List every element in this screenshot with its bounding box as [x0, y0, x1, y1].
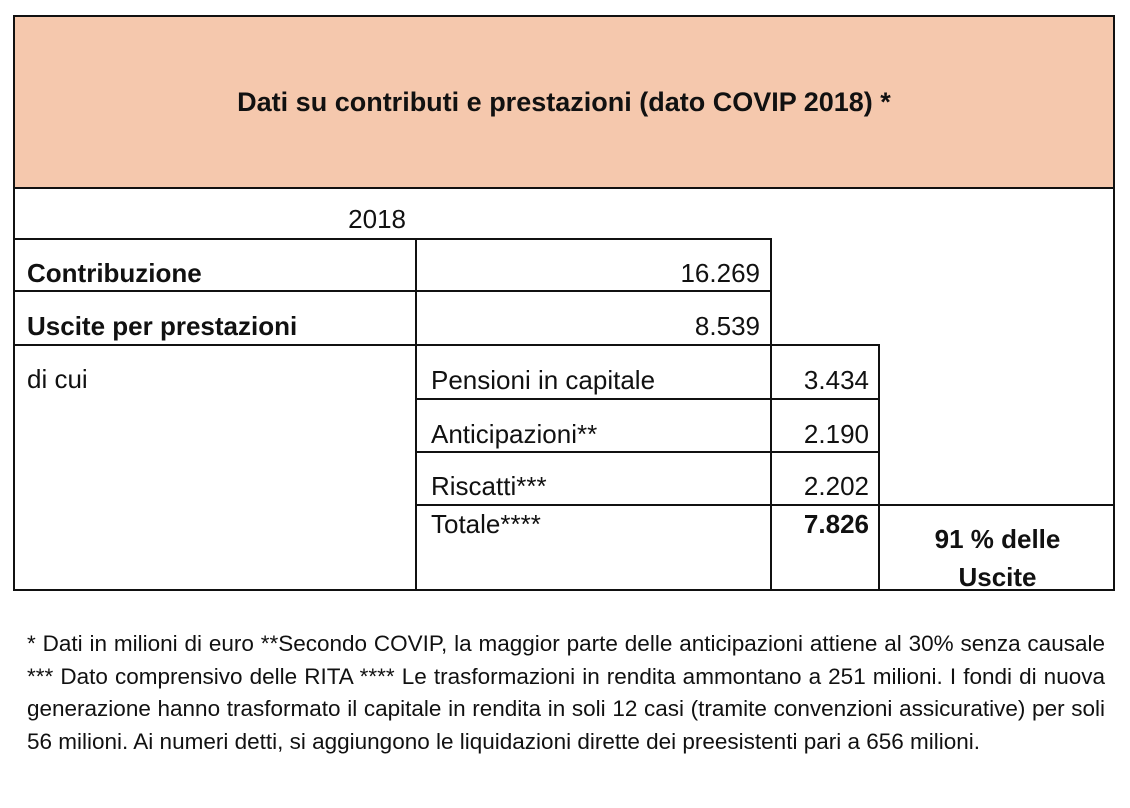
- year-label: 2018: [348, 204, 406, 234]
- share-note: [880, 520, 1115, 596]
- totale-value: 7.826: [803, 509, 869, 539]
- row-line-anticipazioni: [416, 451, 879, 453]
- riscatti-value: 2.202: [803, 471, 869, 501]
- pensioni-value: 3.434: [803, 365, 869, 395]
- uscite-label: Uscite per prestazioni: [27, 311, 298, 341]
- row-line-contribuzione: [13, 290, 771, 292]
- footnote: * Dati in milioni di euro **Secondo COVIP, la maggior parte delle anticipazioni attiene al 30% senza causale *** Dato comprensivo delle RITA **** Le trasformazioni in rendita ammontano a 251 milioni. I fondi di nuova generazione hanno trasformato il capitale in rendita in soli 12 casi (tramite convenzioni assicurative) per soli 56 milioni. Ai numeri detti, si aggiungono le liquidazioni dirette dei preesistenti pari a 656 milioni.: [27, 631, 1105, 754]
- row-line-pensioni: [416, 398, 879, 400]
- table-title: Dati su contributi e prestazioni (dato COVIP 2018) *: [15, 17, 1113, 189]
- row-line-uscite: [13, 344, 879, 346]
- share-note-line2: Uscite: [958, 562, 1037, 592]
- row-line-year: [13, 238, 771, 240]
- uscite-value: 8.539: [694, 311, 760, 341]
- totale-label: Totale****: [431, 509, 541, 539]
- pensioni-label: Pensioni in capitale: [431, 365, 656, 395]
- col-line-1: [415, 238, 417, 591]
- anticipazioni-value: 2.190: [803, 419, 869, 449]
- share-note-line1: 91 % delle: [934, 524, 1061, 554]
- contribuzione-label: Contribuzione: [27, 258, 202, 288]
- row-line-riscatti: [416, 504, 1115, 506]
- di-cui-label: di cui: [27, 364, 88, 394]
- anticipazioni-label: Anticipazioni**: [431, 419, 598, 449]
- riscatti-label: Riscatti***: [431, 471, 547, 501]
- contribuzione-value: 16.269: [680, 258, 760, 288]
